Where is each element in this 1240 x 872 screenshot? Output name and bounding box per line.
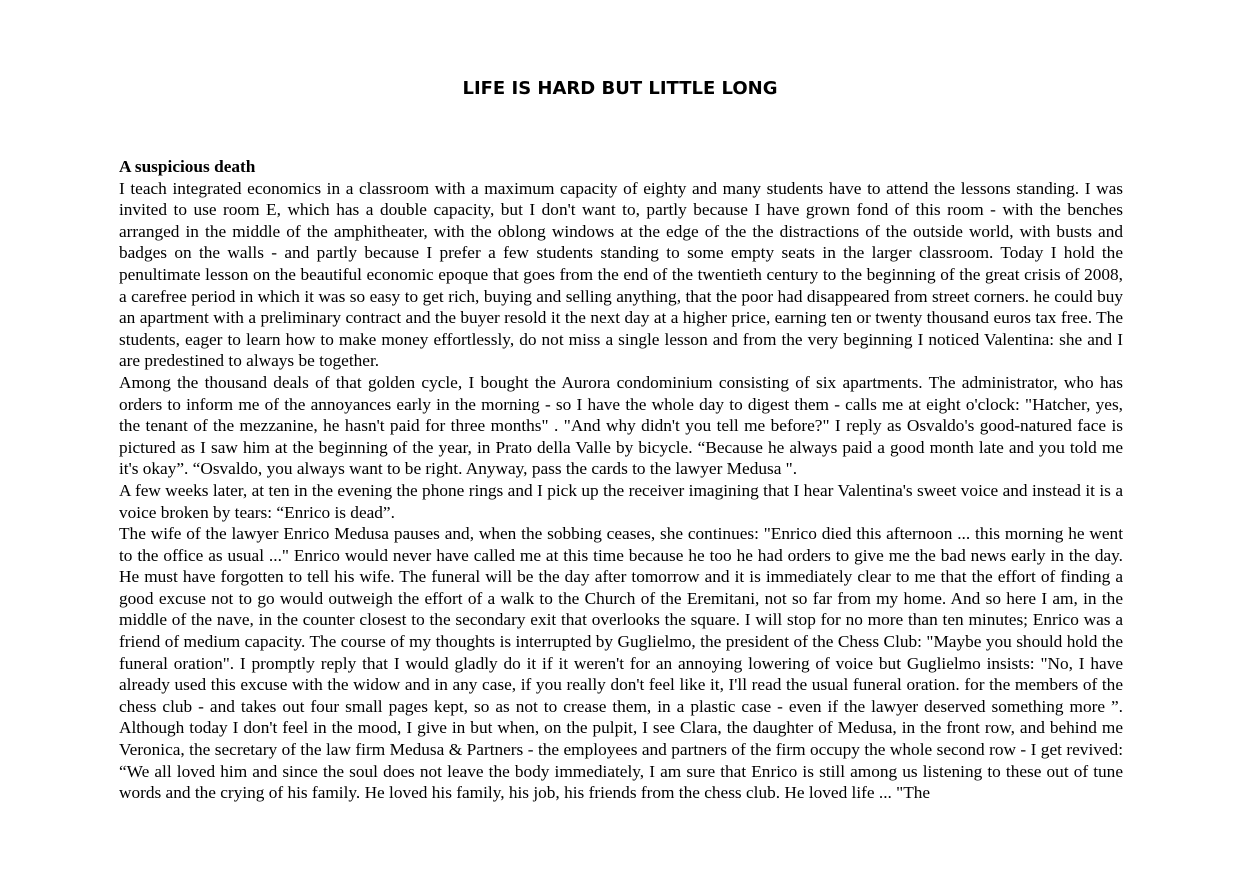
paragraph-2: Among the thousand deals of that golden cycle, I bought the Aurora condominium consisting of six apartments. The administrator, who has orders to inform me of the annoyances early in the morning - so I have the whole day to digest them - calls me at eight o'clock: "Hatcher, yes, the tenant of the mezzanine, he hasn't paid for three months" . "And why didn't you tell me before?" I reply as Osvaldo's good-natured face is pictured as I saw him at the beginning of the year, in Prato della Valle by bicycle. “Because he always paid a good month late and you told me it's okay”. “Osvaldo, you always want to be right. Anyway, pass the cards to the lawyer Medusa ".	[119, 372, 1123, 479]
document-title: LIFE IS HARD BUT LITTLE LONG	[462, 78, 778, 99]
section-heading: A suspicious death	[119, 157, 256, 176]
paragraph-1: I teach integrated economics in a classroom with a maximum capacity of eighty and many students have to attend the lessons standing. I was invited to use room E, which has a double capacity, but I don't want to, partly because I have grown fond of this room - with the benches arranged in the middle of the amphitheater, with the oblong windows at the edge of the the distractions of the outside world, with busts and badges on the walls - and partly because I prefer a few students standing to some empty seats in the larger classroom. Today I hold the penultimate lesson on the beautiful economic epoque that goes from the end of the twentieth century to the beginning of the great crisis of 2008, a carefree period in which it was so easy to get rich, buying and selling anything, that the poor had disappeared from street corners. he could buy an apartment with a preliminary contract and the buyer resold it the next day at a higher price, earning ten or twenty thousand euros tax free. The students, eager to learn how to make money effortlessly, do not miss a single lesson and from the very beginning I noticed Valentina: she and I are predestined to always be together.	[119, 178, 1123, 371]
paragraph-3: A few weeks later, at ten in the evening the phone rings and I pick up the receiver imagining that I hear Valentina's sweet voice and instead it is a voice broken by tears: “Enrico is dead”.	[119, 480, 1123, 522]
document-body	[119, 156, 1123, 804]
paragraph-4: The wife of the lawyer Enrico Medusa pauses and, when the sobbing ceases, she continues: "Enrico died this afternoon ... this morning he went to the office as usual ..." Enrico would never have called me at this time because he too he had orders to give me the bad news early in the day. He must have forgotten to tell his wife. The funeral will be the day after tomorrow and it is immediately clear to me that the effort of finding a good excuse not to go would outweigh the effort of a walk to the Church of the Eremitani, not so far from my home. And so here I am, in the middle of the nave, in the counter closest to the secondary exit that overlooks the square. I will stop for no more than ten minutes; Enrico was a friend of medium capacity. The course of my thoughts is interrupted by Guglielmo, the president of the Chess Club: "Maybe you should hold the funeral oration". I promptly reply that I would gladly do it if it weren't for an annoying lowering of voice but Guglielmo insists: "No, I have already used this excuse with the widow and in any case, if you really don't feel like it, I'll read the usual funeral oration. for the members of the chess club - and takes out four small pages kept, so as not to crease them, in a plastic case - even if the lawyer deserved something more ”. Although today I don't feel in the mood, I give in but when, on the pulpit, I see Clara, the daughter of Medusa, in the front row, and behind me Veronica, the secretary of the law firm Medusa & Partners - the employees and partners of the firm occupy the whole second row - I get revived: “We all loved him and since the soul does not leave the body immediately, I am sure that Enrico is still among us listening to these out of tune words and the crying of his family. He loved his family, his job, his friends from the chess club. He loved life ... "The	[119, 524, 1123, 803]
